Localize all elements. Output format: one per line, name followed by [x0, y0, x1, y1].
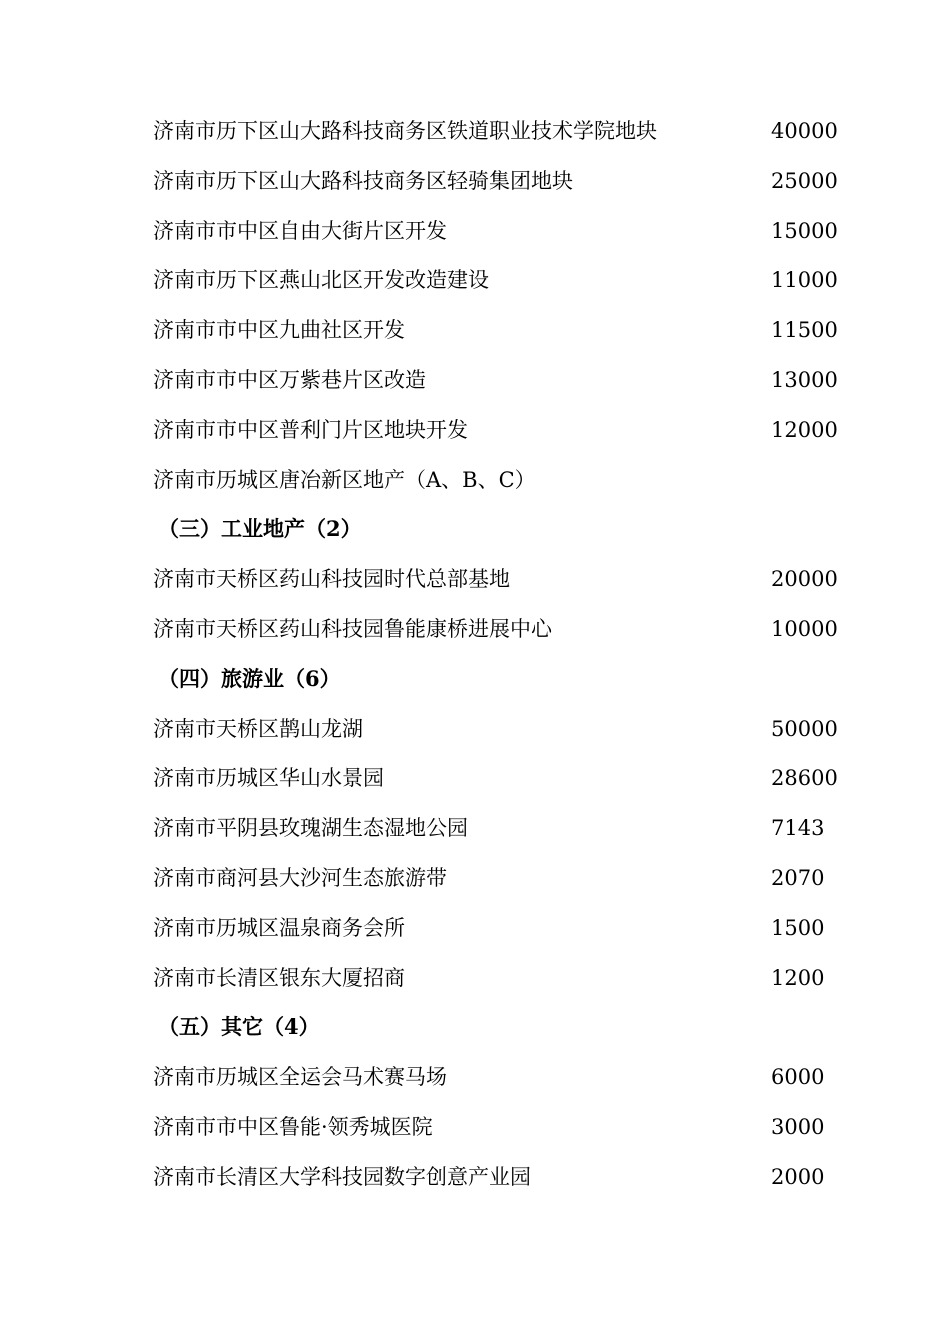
project-amount: 12000: [771, 417, 838, 442]
section-heading-text: （三）工业地产（2）: [158, 516, 362, 542]
project-amount: 28600: [771, 766, 838, 791]
project-name: 济南市长清区大学科技园数字创意产业园: [153, 1164, 531, 1189]
project-amount: 13000: [771, 367, 838, 392]
project-row: [0, 108, 950, 158]
project-list: [0, 108, 950, 1204]
project-name: 济南市历城区唐冶新区地产（A、B、C）: [153, 467, 536, 492]
section-heading: [0, 656, 950, 706]
project-row: [0, 855, 950, 905]
project-name: 济南市市中区万紫巷片区改造: [153, 367, 426, 392]
project-name: 济南市天桥区鹊山龙湖: [153, 716, 363, 741]
project-row: [0, 955, 950, 1005]
project-name: 济南市历城区华山水景园: [153, 766, 384, 791]
project-row: [0, 407, 950, 457]
project-row: [0, 805, 950, 855]
project-name: 济南市市中区自由大街片区开发: [153, 218, 447, 243]
project-name: 济南市商河县大沙河生态旅游带: [153, 865, 447, 890]
project-amount: 50000: [771, 716, 838, 741]
project-row: [0, 457, 950, 507]
project-row: [0, 755, 950, 805]
project-name: 济南市市中区九曲社区开发: [153, 318, 405, 343]
project-row: [0, 357, 950, 407]
project-row: [0, 257, 950, 307]
project-name: 济南市天桥区药山科技园时代总部基地: [153, 567, 510, 592]
project-amount: 40000: [771, 119, 838, 143]
project-amount: 20000: [771, 567, 838, 592]
project-amount: 1500: [771, 915, 825, 940]
project-row: [0, 158, 950, 208]
project-row: [0, 556, 950, 606]
project-name: 济南市历下区燕山北区开发改造建设: [153, 268, 489, 293]
project-row: [0, 1154, 950, 1204]
project-row: [0, 208, 950, 258]
project-name: 济南市历下区山大路科技商务区铁道职业技术学院地块: [153, 119, 657, 143]
project-row: [0, 1054, 950, 1104]
project-name: 济南市天桥区药山科技园鲁能康桥进展中心: [153, 616, 552, 641]
project-row: [0, 1104, 950, 1154]
project-row: [0, 706, 950, 756]
project-name: 济南市历城区全运会马术赛马场: [153, 1065, 447, 1090]
project-amount: 2070: [771, 865, 825, 890]
project-amount: 25000: [771, 168, 838, 193]
project-amount: 11500: [771, 318, 838, 343]
project-row: [0, 905, 950, 955]
project-amount: 6000: [771, 1065, 825, 1090]
project-name: 济南市市中区普利门片区地块开发: [153, 417, 468, 442]
project-name: 济南市历城区温泉商务会所: [153, 915, 405, 940]
project-amount: 2000: [771, 1164, 825, 1189]
project-amount: 3000: [771, 1114, 825, 1139]
project-amount: 11000: [771, 268, 838, 293]
project-row: [0, 606, 950, 656]
project-name: 济南市长清区银东大厦招商: [153, 965, 405, 990]
project-row: [0, 307, 950, 357]
section-heading-text: （五）其它（4）: [158, 1014, 320, 1040]
project-amount: 7143: [771, 816, 825, 841]
project-name: 济南市平阴县玫瑰湖生态湿地公园: [153, 816, 468, 841]
section-heading: [0, 1004, 950, 1054]
project-amount: 10000: [771, 616, 838, 641]
project-name: 济南市市中区鲁能·领秀城医院: [153, 1114, 433, 1139]
project-amount: 15000: [771, 218, 838, 243]
section-heading: [0, 506, 950, 556]
section-heading-text: （四）旅游业（6）: [158, 665, 341, 691]
project-name: 济南市历下区山大路科技商务区轻骑集团地块: [153, 168, 573, 193]
project-amount: 1200: [771, 965, 825, 990]
